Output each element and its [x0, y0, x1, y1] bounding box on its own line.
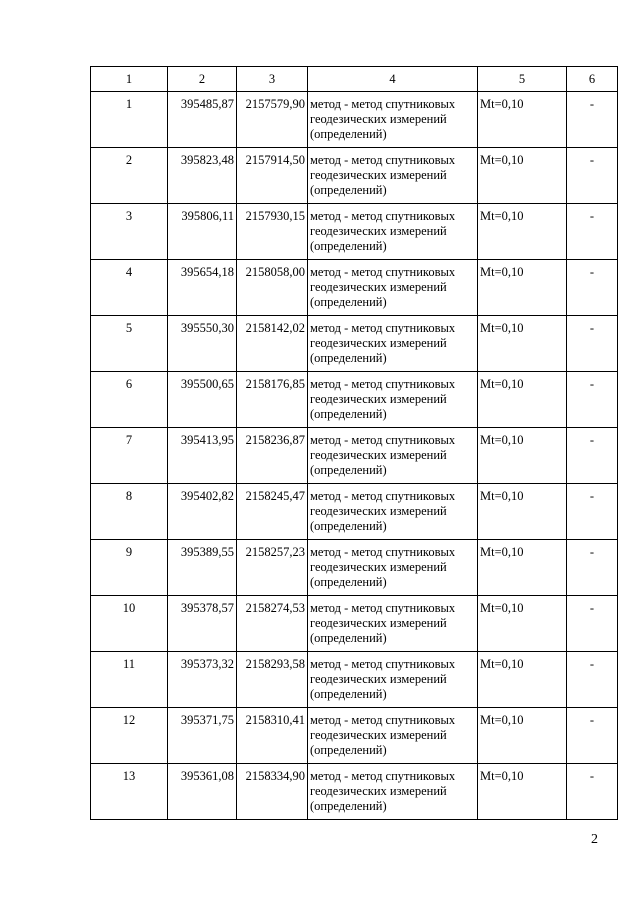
cell-method: метод - метод спутниковых геодезических измерений (определений) [308, 708, 478, 764]
cell-method: метод - метод спутниковых геодезических измерений (определений) [308, 372, 478, 428]
cell-method: метод - метод спутниковых геодезических измерений (определений) [308, 652, 478, 708]
cell-method: метод - метод спутниковых геодезических измерений (определений) [308, 92, 478, 148]
cell-method: метод - метод спутниковых геодезических измерений (определений) [308, 316, 478, 372]
cell-accuracy: Mt=0,10 [478, 484, 567, 540]
cell-x-coordinate: 395823,48 [168, 148, 237, 204]
cell-method: метод - метод спутниковых геодезических измерений (определений) [308, 260, 478, 316]
table-row [91, 148, 618, 204]
cell-y-coordinate: 2157930,15 [237, 204, 308, 260]
cell-accuracy: Mt=0,10 [478, 764, 567, 820]
header-col-5: 5 [478, 67, 567, 92]
cell-y-coordinate: 2158176,85 [237, 372, 308, 428]
cell-x-coordinate: 395402,82 [168, 484, 237, 540]
cell-x-coordinate: 395389,55 [168, 540, 237, 596]
cell-note: - [567, 428, 618, 484]
cell-x-coordinate: 395371,75 [168, 708, 237, 764]
cell-accuracy: Mt=0,10 [478, 428, 567, 484]
table-row [91, 204, 618, 260]
cell-note: - [567, 596, 618, 652]
cell-y-coordinate: 2158058,00 [237, 260, 308, 316]
table-row [91, 92, 618, 148]
cell-accuracy: Mt=0,10 [478, 148, 567, 204]
cell-x-coordinate: 395378,57 [168, 596, 237, 652]
cell-point-number: 6 [91, 372, 168, 428]
cell-y-coordinate: 2158257,23 [237, 540, 308, 596]
cell-x-coordinate: 395485,87 [168, 92, 237, 148]
cell-y-coordinate: 2158293,58 [237, 652, 308, 708]
cell-note: - [567, 764, 618, 820]
cell-note: - [567, 92, 618, 148]
cell-x-coordinate: 395500,65 [168, 372, 237, 428]
cell-point-number: 11 [91, 652, 168, 708]
table-row [91, 484, 618, 540]
table-row [91, 708, 618, 764]
cell-accuracy: Mt=0,10 [478, 540, 567, 596]
cell-note: - [567, 652, 618, 708]
table-row [91, 428, 618, 484]
table-header-row [91, 67, 618, 92]
cell-accuracy: Mt=0,10 [478, 260, 567, 316]
cell-x-coordinate: 395806,11 [168, 204, 237, 260]
cell-x-coordinate: 395361,08 [168, 764, 237, 820]
header-col-4: 4 [308, 67, 478, 92]
cell-point-number: 4 [91, 260, 168, 316]
header-col-6: 6 [567, 67, 618, 92]
cell-accuracy: Mt=0,10 [478, 204, 567, 260]
table-row [91, 652, 618, 708]
cell-accuracy: Mt=0,10 [478, 652, 567, 708]
cell-note: - [567, 260, 618, 316]
cell-accuracy: Mt=0,10 [478, 596, 567, 652]
cell-note: - [567, 372, 618, 428]
table-row [91, 540, 618, 596]
header-col-2: 2 [168, 67, 237, 92]
cell-x-coordinate: 395373,32 [168, 652, 237, 708]
cell-note: - [567, 204, 618, 260]
header-col-1: 1 [91, 67, 168, 92]
cell-point-number: 3 [91, 204, 168, 260]
cell-y-coordinate: 2158274,53 [237, 596, 308, 652]
cell-method: метод - метод спутниковых геодезических измерений (определений) [308, 540, 478, 596]
table-row [91, 316, 618, 372]
cell-point-number: 5 [91, 316, 168, 372]
cell-method: метод - метод спутниковых геодезических измерений (определений) [308, 148, 478, 204]
cell-x-coordinate: 395550,30 [168, 316, 237, 372]
cell-point-number: 10 [91, 596, 168, 652]
cell-point-number: 7 [91, 428, 168, 484]
cell-method: метод - метод спутниковых геодезических измерений (определений) [308, 764, 478, 820]
cell-accuracy: Mt=0,10 [478, 92, 567, 148]
cell-y-coordinate: 2158245,47 [237, 484, 308, 540]
cell-y-coordinate: 2158310,41 [237, 708, 308, 764]
table-row [91, 764, 618, 820]
cell-accuracy: Mt=0,10 [478, 372, 567, 428]
table-body [91, 92, 618, 820]
cell-method: метод - метод спутниковых геодезических измерений (определений) [308, 428, 478, 484]
cell-y-coordinate: 2158142,02 [237, 316, 308, 372]
cell-note: - [567, 316, 618, 372]
cell-method: метод - метод спутниковых геодезических измерений (определений) [308, 484, 478, 540]
cell-point-number: 9 [91, 540, 168, 596]
cell-accuracy: Mt=0,10 [478, 316, 567, 372]
coordinates-table [90, 66, 618, 820]
cell-x-coordinate: 395654,18 [168, 260, 237, 316]
cell-point-number: 8 [91, 484, 168, 540]
cell-point-number: 13 [91, 764, 168, 820]
table-row [91, 596, 618, 652]
cell-point-number: 12 [91, 708, 168, 764]
cell-y-coordinate: 2158236,87 [237, 428, 308, 484]
cell-method: метод - метод спутниковых геодезических измерений (определений) [308, 204, 478, 260]
page-number: 2 [591, 832, 598, 847]
cell-y-coordinate: 2157914,50 [237, 148, 308, 204]
cell-note: - [567, 484, 618, 540]
table-row [91, 260, 618, 316]
cell-accuracy: Mt=0,10 [478, 708, 567, 764]
cell-point-number: 1 [91, 92, 168, 148]
cell-y-coordinate: 2157579,90 [237, 92, 308, 148]
cell-note: - [567, 148, 618, 204]
cell-point-number: 2 [91, 148, 168, 204]
cell-y-coordinate: 2158334,90 [237, 764, 308, 820]
cell-method: метод - метод спутниковых геодезических измерений (определений) [308, 596, 478, 652]
cell-x-coordinate: 395413,95 [168, 428, 237, 484]
header-col-3: 3 [237, 67, 308, 92]
table-row [91, 372, 618, 428]
cell-note: - [567, 708, 618, 764]
cell-note: - [567, 540, 618, 596]
